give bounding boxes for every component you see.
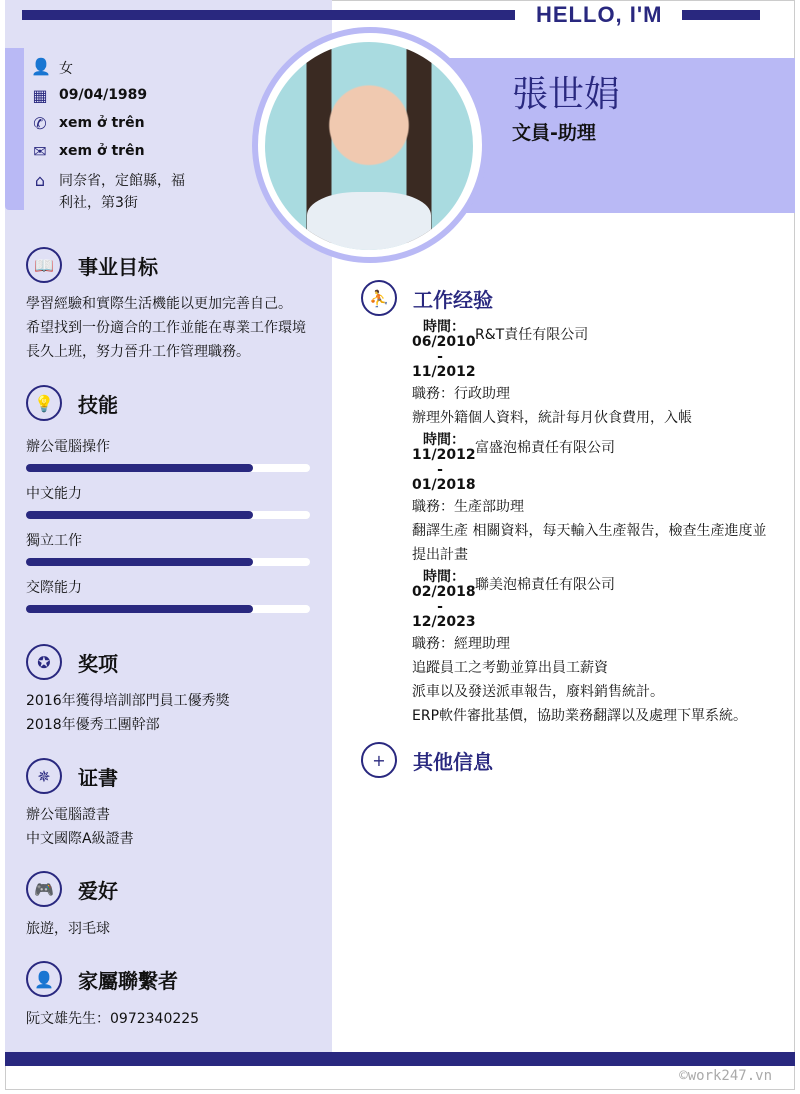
section-title: 工作经验 <box>413 287 493 312</box>
contact-text: 女 <box>59 61 73 77</box>
experience-line: 職務：行政助理 <box>412 386 510 402</box>
home-icon: ⌂ <box>34 171 46 190</box>
section-title: 爱好 <box>78 878 118 903</box>
contact-item <box>31 143 145 161</box>
date-end: 01/2018 <box>412 477 476 493</box>
job-title: 文員-助理 <box>512 122 596 144</box>
date-time_label: 時間： <box>423 319 465 335</box>
experience-line: 翻譯生產 相關資料，每天輸入生產報告，檢查生產進度並提出計畫 <box>412 523 767 563</box>
experience-line: 追蹤員工之考勤並算出員工薪資 <box>412 660 608 676</box>
section-title: 其他信息 <box>413 749 493 774</box>
contact-text: 09/04/1989 <box>59 87 148 103</box>
date-sep: - <box>437 599 443 615</box>
skill-label: 中文能力 <box>26 486 82 502</box>
skill-bar <box>26 464 310 472</box>
skill-bar-fill <box>26 558 253 566</box>
date-end: 12/2023 <box>412 614 476 630</box>
skill-bar <box>26 511 310 519</box>
section-title: 证書 <box>78 765 118 790</box>
contact-item <box>31 115 145 133</box>
date-time_label: 時間： <box>423 569 465 585</box>
date-start: 06/2010 <box>412 334 476 350</box>
company-name: 聯美泡棉責任有限公司 <box>475 577 615 593</box>
company-name: 富盛泡棉責任有限公司 <box>475 440 615 456</box>
family-item: 阮文雄先生：0972340225 <box>26 1011 200 1027</box>
team-icon: ⛹ <box>361 280 397 316</box>
date-start: 02/2018 <box>412 584 476 600</box>
objective-line: 希望找到一份適合的工作並能在專業工作環境長久上班，努力晉升工作管理職務。 <box>26 320 306 360</box>
skill-bar-fill <box>26 464 253 472</box>
skill-label: 獨立工作 <box>26 533 82 549</box>
bottom-bar <box>5 1052 795 1066</box>
date-sep: - <box>437 349 443 365</box>
experience-line: 職務：生產部助理 <box>412 499 524 515</box>
company-name: R&T責任有限公司 <box>475 327 589 343</box>
date-sep: - <box>437 462 443 478</box>
contact-item <box>31 87 147 105</box>
section-title: 技能 <box>78 392 118 417</box>
gamepad-icon: 🎮 <box>26 871 62 907</box>
section-awards <box>26 644 118 680</box>
plus-circle-icon: + <box>361 742 397 778</box>
skill-bar-fill <box>26 511 253 519</box>
experience-dates <box>412 432 476 493</box>
section-hobbies <box>26 871 118 907</box>
date-start: 11/2012 <box>412 447 476 463</box>
certificates-item: 辦公電腦證書 <box>26 807 110 823</box>
person-icon: 👤 <box>26 961 62 997</box>
envelope-icon: ✉ <box>33 142 47 161</box>
calendar-icon: ▦ <box>32 86 48 105</box>
certificates-item: 中文國際A級證書 <box>26 831 134 847</box>
watermark: ©work247.vn <box>679 1068 772 1084</box>
skill-label: 交際能力 <box>26 580 82 596</box>
section-title: 家屬聯繫者 <box>78 968 178 993</box>
experience-line: 辦理外籍個人資料，統計每月伙食費用，入帳 <box>412 410 692 426</box>
phone-icon: ✆ <box>33 114 47 133</box>
contact-text: xem ở trên <box>59 115 145 131</box>
hobbies-item: 旅遊，羽毛球 <box>26 921 110 937</box>
date-time_label: 時間： <box>423 432 465 448</box>
skill-label: 辦公電腦操作 <box>26 439 110 455</box>
skill-bar <box>26 605 310 613</box>
section-title: 奖项 <box>78 651 118 676</box>
awards-item: 2018年優秀工團幹部 <box>26 717 160 733</box>
contact-text: 同奈省，定館縣，福利社，第3街 <box>59 173 185 211</box>
section-skills <box>26 385 118 421</box>
book-icon: 📖 <box>26 247 62 283</box>
experience-dates <box>412 319 476 380</box>
contact-item <box>31 172 194 214</box>
section-certificates <box>26 758 118 794</box>
skill-bar <box>26 558 310 566</box>
profile-photo <box>265 42 473 250</box>
section-objective <box>26 247 158 283</box>
section-other <box>361 742 493 778</box>
objective-text <box>26 292 316 364</box>
user-icon: 👤 <box>31 57 51 76</box>
objective-line: 學習經驗和實際生活機能以更加完善自己。 <box>26 296 292 312</box>
experience-line: 職務：經理助理 <box>412 636 510 652</box>
candidate-name: 張世娟 <box>512 74 621 115</box>
hello-heading: HELLO, I'M <box>536 2 663 27</box>
lightbulb-icon: 💡 <box>26 385 62 421</box>
certificate-icon: ✵ <box>26 758 62 794</box>
section-experience <box>361 280 493 316</box>
section-title: 事业目标 <box>78 254 158 279</box>
contact-text: xem ở trên <box>59 143 145 159</box>
awards-item: 2016年獲得培訓部門員工優秀獎 <box>26 693 230 709</box>
experience-line: ERP軟件審批基價，協助業務翻譯以及處理下單系統。 <box>412 708 748 724</box>
top-bar <box>22 10 515 20</box>
skill-bar-fill <box>26 605 253 613</box>
contact-item <box>31 58 73 78</box>
contact-accent <box>5 48 24 210</box>
date-end: 11/2012 <box>412 364 476 380</box>
top-bar-right <box>682 10 760 20</box>
experience-line: 派車以及發送派車報告，廢料銷售統計。 <box>412 684 664 700</box>
medal-icon: ✪ <box>26 644 62 680</box>
section-family <box>26 961 178 997</box>
experience-dates <box>412 569 476 630</box>
